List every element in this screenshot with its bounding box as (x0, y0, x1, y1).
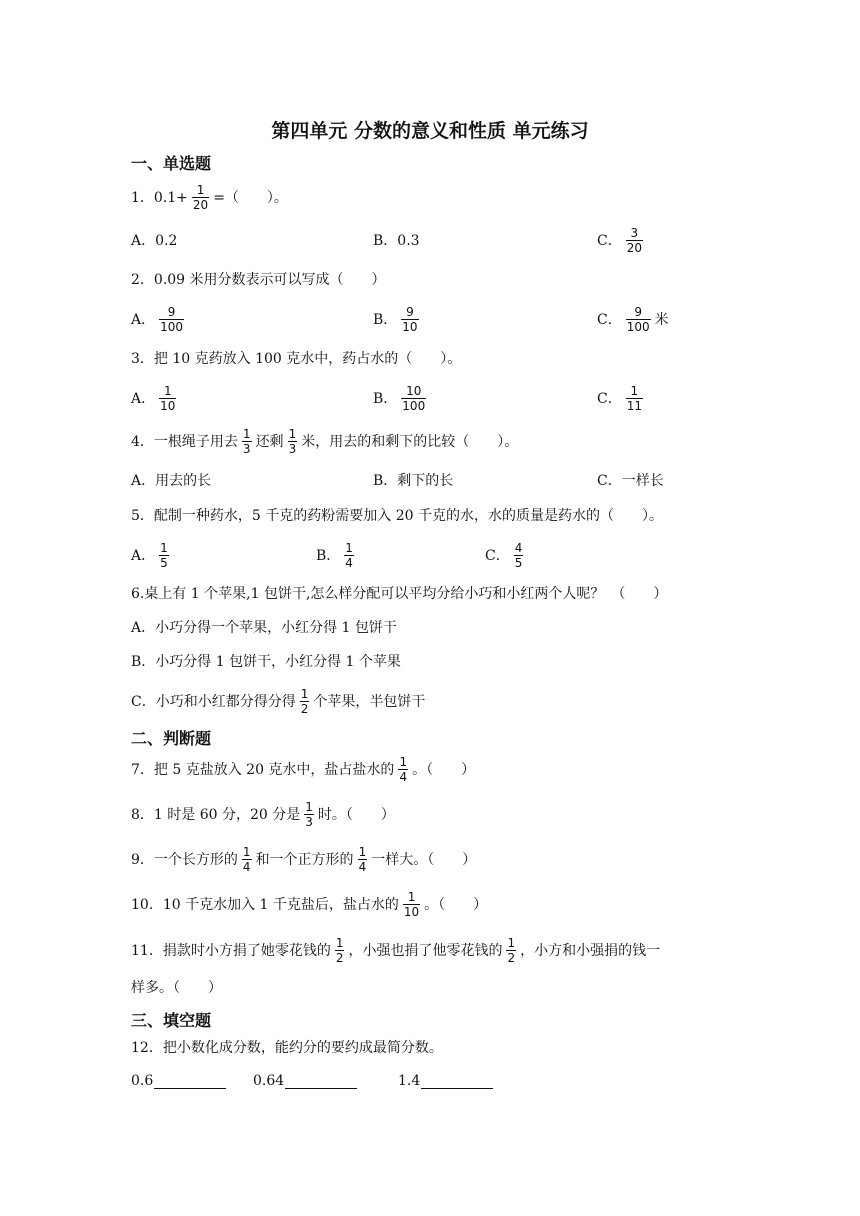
question-7: 7．把 5 克盐放入 20 克水中，盐占盐水的 $\frac{1}{4}$ 。（ ） (131, 754, 476, 784)
answer-blank[interactable] (285, 1074, 357, 1089)
option-b: B． $\frac{9}{10}$ (373, 304, 418, 334)
option-a: A． $\frac{1}{10}$ (131, 383, 176, 413)
fraction: $\frac{1}{4}$ (399, 754, 408, 784)
question-3: 3．把 10 克药放入 100 克水中，药占水的（ ）。 (131, 351, 462, 367)
option-b: B． $\frac{10}{100}$ (373, 383, 426, 413)
option-a: A． $\frac{1}{5}$ (131, 540, 168, 570)
question-5: 5．配制一种药水，5 千克的药粉需要加入 20 千克的水，水的质量是药水的（ ）。 (131, 508, 663, 524)
fraction: $\frac{1}{2}$ (335, 935, 344, 965)
option-a: A．小巧分得一个苹果，小红分得 1 包饼干 (131, 620, 397, 636)
answer-blank[interactable] (154, 1074, 226, 1089)
fraction: $\frac{1}{5}$ (160, 540, 168, 570)
question-text: 1．0.1+ (131, 190, 188, 206)
option-c: C． $\frac{4}{5}$ (485, 540, 523, 570)
fraction: $\frac{1}{4}$ (358, 844, 367, 874)
fraction: $\frac{4}{5}$ (514, 540, 523, 570)
fraction: $\frac{1}{3}$ (288, 426, 297, 456)
section-heading-fill-in: 三、填空题 (131, 1011, 212, 1030)
fraction: $\frac{1}{4}$ (345, 540, 353, 570)
question-4: 4．一根绳子用去 $\frac{1}{3}$ 还剩 $\frac{1}{3}$ 米，用去的和剩下的比较（ ）。 (131, 426, 519, 456)
page-title: 第四单元 分数的意义和性质 单元练习 (271, 120, 589, 142)
fraction: $\frac{1}{11}$ (626, 383, 642, 413)
option-a: A．用去的长 (131, 473, 212, 489)
option-c: C． $\frac{3}{20}$ (597, 225, 642, 255)
option-c: C． $\frac{9}{100}$ 米 (597, 304, 669, 334)
option-b: B． $\frac{1}{4}$ (316, 540, 353, 570)
option-c: C．小巧和小红都分得分得 $\frac{1}{2}$ 个苹果，半包饼干 (131, 686, 426, 716)
option-a: A． $\frac{9}{100}$ (131, 304, 184, 334)
fraction: $\frac{9}{100}$ (626, 304, 650, 334)
fraction: $\frac{9}{10}$ (402, 304, 418, 334)
question-10: 10．10 千克水加入 1 千克盐后，盐占水的 $\frac{1}{10}$ 。（ ） (131, 889, 488, 919)
section-heading-single-choice: 一、单选题 (131, 154, 212, 173)
fraction: $\frac{1}{10}$ (403, 889, 420, 919)
option-b: B．0.3 (373, 233, 420, 249)
fill-blank-3[interactable]: 1.4 (398, 1064, 493, 1098)
fraction: $\frac{1}{3}$ (305, 799, 313, 829)
question-9: 9．一个长方形的 $\frac{1}{4}$ 和一个正方形的 $\frac{1}{4}$ 一样大。（ ） (131, 844, 477, 874)
section-heading-true-false: 二、判断题 (131, 729, 212, 748)
question-1 (131, 180, 288, 214)
question-6: 6.桌上有 1 个苹果,1 包饼干,怎么样分配可以平均分给小巧和小红两个人呢？ （ ） (131, 586, 668, 602)
question-12: 12．把小数化成分数，能约分的要约成最简分数。 (131, 1040, 443, 1056)
fraction: $\frac{1}{2}$ (507, 935, 516, 965)
option-c: C． $\frac{1}{11}$ (597, 383, 642, 413)
option-b: B．小巧分得 1 包饼干，小红分得 1 个苹果 (131, 654, 401, 670)
answer-blank[interactable] (421, 1074, 493, 1089)
fraction: $\frac{10}{100}$ (402, 383, 426, 413)
question-8: 8．1 时是 60 分，20 分是 $\frac{1}{3}$ 时。（ ） (131, 799, 395, 829)
option-c: C．一样长 (597, 473, 664, 489)
question-2: 2．0.09 米用分数表示可以写成（ ） (131, 272, 386, 288)
fraction: $\frac{1}{10}$ (160, 383, 176, 413)
fraction: $\frac{1}{20}$ (192, 182, 209, 212)
fraction: $\frac{3}{20}$ (626, 225, 642, 255)
question-11-continued: 样多。（ ） (131, 980, 222, 996)
fraction: $\frac{1}{3}$ (242, 426, 251, 456)
option-a: A．0.2 (131, 233, 178, 249)
fill-blank-1[interactable]: 0.6 (131, 1064, 226, 1098)
question-11: 11．捐款时小方捐了她零花钱的 $\frac{1}{2}$ ，小强也捐了他零花钱的 $\frac{1}{2}$ ，小方和小强捐的钱一 (131, 935, 661, 965)
fraction: $\frac{1}{2}$ (300, 686, 309, 716)
fraction: $\frac{1}{4}$ (242, 844, 251, 874)
question-text: =（ ）。 (213, 190, 288, 206)
option-b: B．剩下的长 (373, 473, 454, 489)
fill-blank-2[interactable]: 0.64 (253, 1064, 357, 1098)
fraction: $\frac{9}{100}$ (160, 304, 184, 334)
